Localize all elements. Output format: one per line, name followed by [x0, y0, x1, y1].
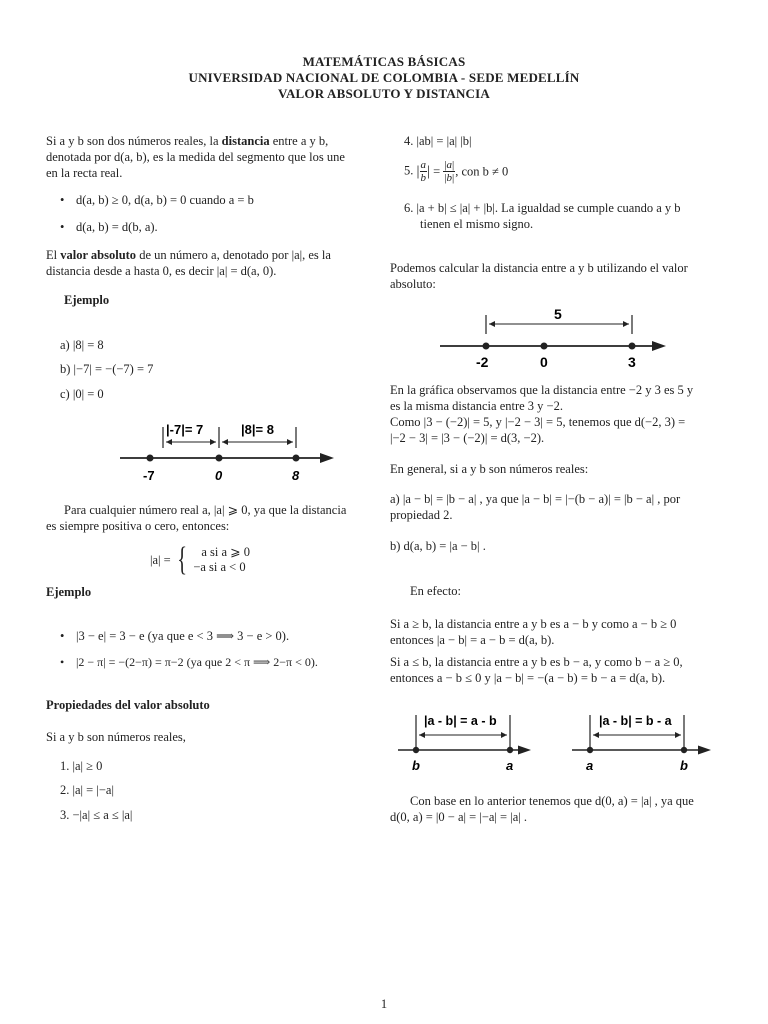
nonneg-paragraph — [46, 502, 346, 534]
property-5-number: 5. — [404, 163, 414, 178]
property-5: 5. | $\frac{a}{b}$ | = $\frac{|a|}{|b|}$ , con b ≠ 0 — [404, 159, 509, 184]
header-title: MATEMÁTICAS BÁSICAS — [302, 54, 466, 69]
bullet-distance-nonneg: • d(a, b) ≥ 0, d(a, b) = 0 cuando a = b — [76, 192, 254, 208]
properties-heading: Propiedades del valor absoluto — [46, 698, 210, 712]
fig2-tick-mid: 0 — [540, 354, 548, 370]
fig3-right-arrow-icon — [698, 746, 711, 755]
case-2-line-1: Si a ≤ b, la distancia entre a y b es b − a, y como b − a ≥ 0, — [390, 655, 683, 669]
fig1-point-8 — [293, 455, 300, 462]
example-item-a: a) |8| = 8 — [60, 338, 104, 352]
fig3-right-tick-2: b — [680, 758, 688, 773]
fig1-label-right: |8|= 8 — [241, 422, 274, 437]
property-2: 2. |a| = |−a| — [60, 783, 114, 797]
fig2-point-3 — [629, 343, 636, 350]
abs-text-a: El — [46, 248, 61, 262]
calc-line-2: absoluto: — [390, 277, 436, 291]
header-university: UNIVERSIDAD NACIONAL DE COLOMBIA - SEDE MEDELLÍN — [188, 70, 580, 85]
case-2-line-2: entonces a − b ≤ 0 y |a − b| = −(a − b) = b − a = d(a, b). — [390, 671, 666, 685]
fig1-point-0 — [216, 455, 223, 462]
left-brace-icon: { — [177, 541, 187, 578]
header-topic: VALOR ABSOLUTO Y DISTANCIA — [278, 86, 490, 101]
nonneg-line-1: Para cualquier número real a, |a| ⩾ 0, ya que la distancia — [64, 503, 347, 517]
fig2-tick-right: 3 — [628, 354, 636, 370]
number-line-figure-3 — [396, 711, 726, 779]
nonneg-line-2: es siempre positiva o cero, entonces: — [46, 519, 230, 533]
abs-line-2: distancia desde a hasta 0, es decir |a| = d(a, 0). — [46, 264, 277, 278]
fig1-label-left: |-7|= 7 — [166, 422, 204, 437]
property-1: 1. |a| ≥ 0 — [60, 759, 103, 773]
fig2-point-neg2 — [483, 343, 490, 350]
fig2-distance-label: 5 — [554, 306, 562, 322]
piecewise-lhs: |a| = — [150, 553, 171, 567]
piecewise-case-2: −a si a < 0 — [193, 560, 246, 574]
intro-line-3: en la recta real. — [46, 166, 123, 180]
general-statement: En general, si a y b son números reales: — [390, 462, 589, 476]
intro-bold-term: distancia — [221, 134, 270, 148]
example-item-c: c) |0| = 0 — [60, 387, 104, 401]
fig3-left-tick-1: b — [412, 758, 420, 773]
number-line-figure-2 — [438, 303, 678, 373]
case-1-paragraph — [390, 616, 730, 648]
property-5-condition: , con b ≠ 0 — [455, 164, 509, 179]
fig1-tick-right: 8 — [292, 468, 300, 483]
fig3-right-label: |a - b| = b - a — [599, 714, 672, 728]
property-6 — [404, 200, 724, 232]
observation-paragraph — [390, 382, 730, 446]
intro-line-2: denotada por d(a, b), es la medida del segmento que los une — [46, 150, 345, 164]
observation-line-3: Como |3 − (−2)| = 5, y |−2 − 3| = 5, tenemos que d(−2, 3) = — [390, 415, 686, 429]
fig1-point-neg7 — [147, 455, 154, 462]
intro-paragraph — [46, 133, 345, 181]
property-6-line-2: tienen el mismo signo. — [420, 217, 534, 231]
properties-intro: Si a y b son números reales, — [46, 730, 186, 744]
fig3-right-tick-1: a — [586, 758, 594, 773]
property-6-line-1: 6. |a + b| ≤ |a| + |b|. La igualdad se cumple cuando a y b — [404, 201, 681, 215]
statement-a-line-2: propiedad 2. — [390, 508, 453, 522]
example2-bullet-2: • |2 − π| = −(2−π) = π−2 (ya que 2 < π ⟹ 2−π < 0). — [76, 654, 318, 670]
number-line-figure-1 — [116, 417, 346, 487]
en-efecto: En efecto: — [410, 584, 462, 598]
document-header — [0, 54, 768, 102]
example-heading-1: Ejemplo — [64, 293, 110, 307]
bullet-distance-symmetric: • d(a, b) = d(b, a). — [76, 219, 158, 235]
observation-line-2: es la misma distancia entre 3 y −2. — [390, 399, 563, 413]
case-1-line-2: entonces |a − b| = a − b = d(a, b). — [390, 633, 555, 647]
fig1-tick-left: -7 — [143, 468, 155, 483]
fig1-tick-mid: 0 — [215, 468, 223, 483]
example2-bullet-1: • |3 − e| = 3 − e (ya que e < 3 ⟹ 3 − e > 0). — [76, 628, 289, 644]
example-heading-2: Ejemplo — [46, 585, 92, 599]
fig2-point-0 — [541, 343, 548, 350]
final-line-1: Con base en lo anterior tenemos que d(0, a) = |a| , ya que — [410, 794, 694, 808]
case-2-paragraph — [390, 654, 730, 686]
observation-line-4: |−2 − 3| = |3 − (−2)| = d(3, −2). — [390, 431, 545, 445]
piecewise-definition — [150, 543, 350, 577]
observation-line-1: En la gráfica observamos que la distancia entre −2 y 3 es 5 y — [390, 383, 694, 397]
piecewise-case-1: a si a ⩾ 0 — [201, 545, 250, 559]
fig3-left-label: |a - b| = a - b — [424, 714, 497, 728]
abs-definition — [46, 247, 331, 279]
fig3-left-tick-2: a — [506, 758, 514, 773]
calc-paragraph — [390, 260, 688, 292]
example-item-b: b) |−7| = −(−7) = 7 — [60, 362, 154, 376]
intro-text-a: Si a y b son dos números reales, la — [46, 134, 222, 148]
abs-text-b: de un número a, denotado por |a|, es la — [136, 248, 331, 262]
property-4: 4. |ab| = |a| |b| — [404, 134, 472, 148]
final-line-2: d(0, a) = |0 − a| = |−a| = |a| . — [390, 810, 528, 824]
intro-text-b: entre a y b, — [269, 134, 329, 148]
fig2-arrow-icon — [652, 341, 666, 351]
statement-b: b) d(a, b) = |a − b| . — [390, 539, 486, 553]
statement-a — [390, 491, 730, 523]
fig1-arrow-icon — [320, 453, 334, 463]
calc-line-1: Podemos calcular la distancia entre a y b utilizando el valor — [390, 261, 688, 275]
fig2-tick-left: -2 — [476, 354, 489, 370]
case-1-line-1: Si a ≥ b, la distancia entre a y b es a − b y como a − b ≥ 0 — [390, 617, 677, 631]
statement-a-line-1: a) |a − b| = |b − a| , ya que |a − b| = |−(b − a)| = |b − a| , por — [390, 492, 681, 506]
fig3-left-arrow-icon — [518, 746, 531, 755]
property-3: 3. −|a| ≤ a ≤ |a| — [60, 808, 133, 822]
page-number: 1 — [380, 997, 388, 1011]
abs-bold-term: valor absoluto — [60, 248, 137, 262]
final-paragraph — [390, 793, 730, 825]
